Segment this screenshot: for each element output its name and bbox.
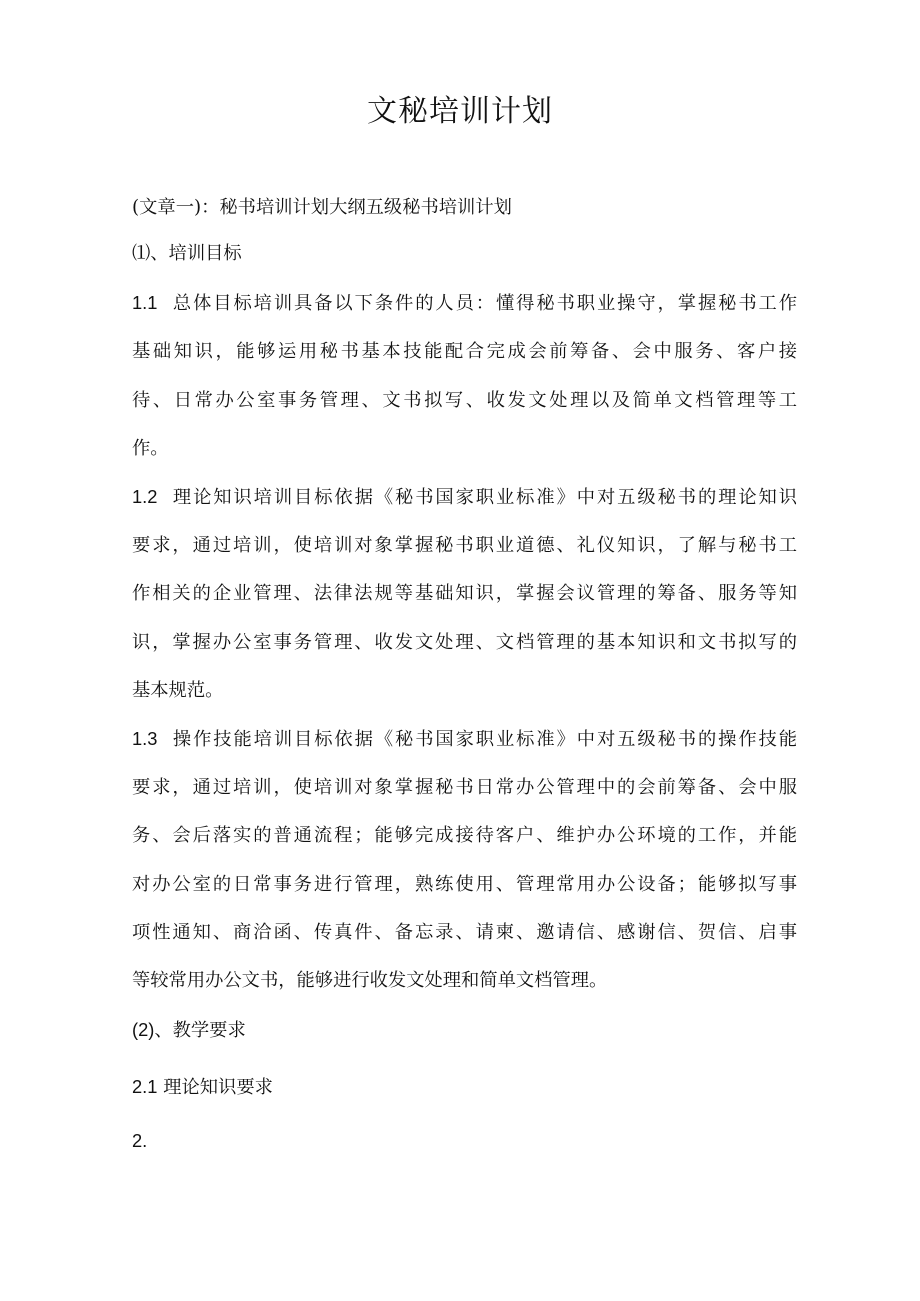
section1-heading: ⑴、培训目标	[132, 243, 242, 264]
document-subtitle: (文章一)：秘书培训计划大纲五级秘书培训计划	[132, 197, 512, 218]
paragraph-1-3-line: 要求，通过培训，使培训对象掌握秘书日常办公管理中的会前筹备、会中服	[132, 777, 797, 798]
paragraph-1-1-line: 待、日常办公室事务管理、文书拟写、收发文处理以及简单文档管理等工	[132, 390, 797, 411]
paragraph-1-2-line: 识，掌握办公室事务管理、收发文处理、文档管理的基本知识和文书拟写的	[132, 632, 797, 653]
paragraph-1-2-line: 作相关的企业管理、法律法规等基础知识，掌握会议管理的筹备、服务等知	[132, 583, 797, 604]
paragraph-1-2-line: 基本规范。	[132, 680, 224, 701]
paragraph-1-2-line: 1.2 理论知识培训目标依据《秘书国家职业标准》中对五级秘书的理论知识	[132, 486, 797, 508]
paragraph-1-1-line: 1.1 总体目标培训具备以下条件的人员：懂得秘书职业操守，掌握秘书工作	[132, 292, 797, 314]
paragraph-number: 1.3	[132, 728, 158, 749]
paragraph-1-3-line: 等较常用办公文书，能够进行收发文处理和简单文档管理。	[132, 970, 608, 991]
paragraph-number: 1.1	[132, 292, 158, 313]
paragraph-1-3-line: 务、会后落实的普通流程；能够完成接待客户、维护办公环境的工作，并能	[132, 825, 797, 846]
paragraph-1-3-line: 项性通知、商洽函、传真件、备忘录、请柬、邀请信、感谢信、贺信、启事	[132, 922, 797, 943]
subsection-number: 2.	[132, 1130, 148, 1151]
paragraph-1-1-line: 基础知识，能够运用秘书基本技能配合完成会前筹备、会中服务、客户接	[132, 341, 797, 362]
paragraph-1-3-line: 1.3 操作技能培训目标依据《秘书国家职业标准》中对五级秘书的操作技能	[132, 728, 797, 750]
section-number: (2)	[132, 1019, 155, 1040]
subsection-2-1-heading: 2.1 理论知识要求	[132, 1076, 273, 1098]
subsection-number: 2.1	[132, 1076, 158, 1097]
paragraph-1-3-line: 对办公室的日常事务进行管理，熟练使用、管理常用办公设备；能够拟写事	[132, 874, 797, 895]
paragraph-1-2-line: 要求，通过培训，使培训对象掌握秘书职业道德、礼仪知识，了解与秘书工	[132, 535, 797, 556]
subsection-2-2-heading	[132, 1129, 797, 1154]
paragraph-1-1-line: 作。	[132, 438, 169, 459]
document-title: 文秘培训计划	[367, 94, 553, 129]
section2-heading: (2)、教学要求	[132, 1019, 246, 1041]
paragraph-number: 1.2	[132, 486, 158, 507]
